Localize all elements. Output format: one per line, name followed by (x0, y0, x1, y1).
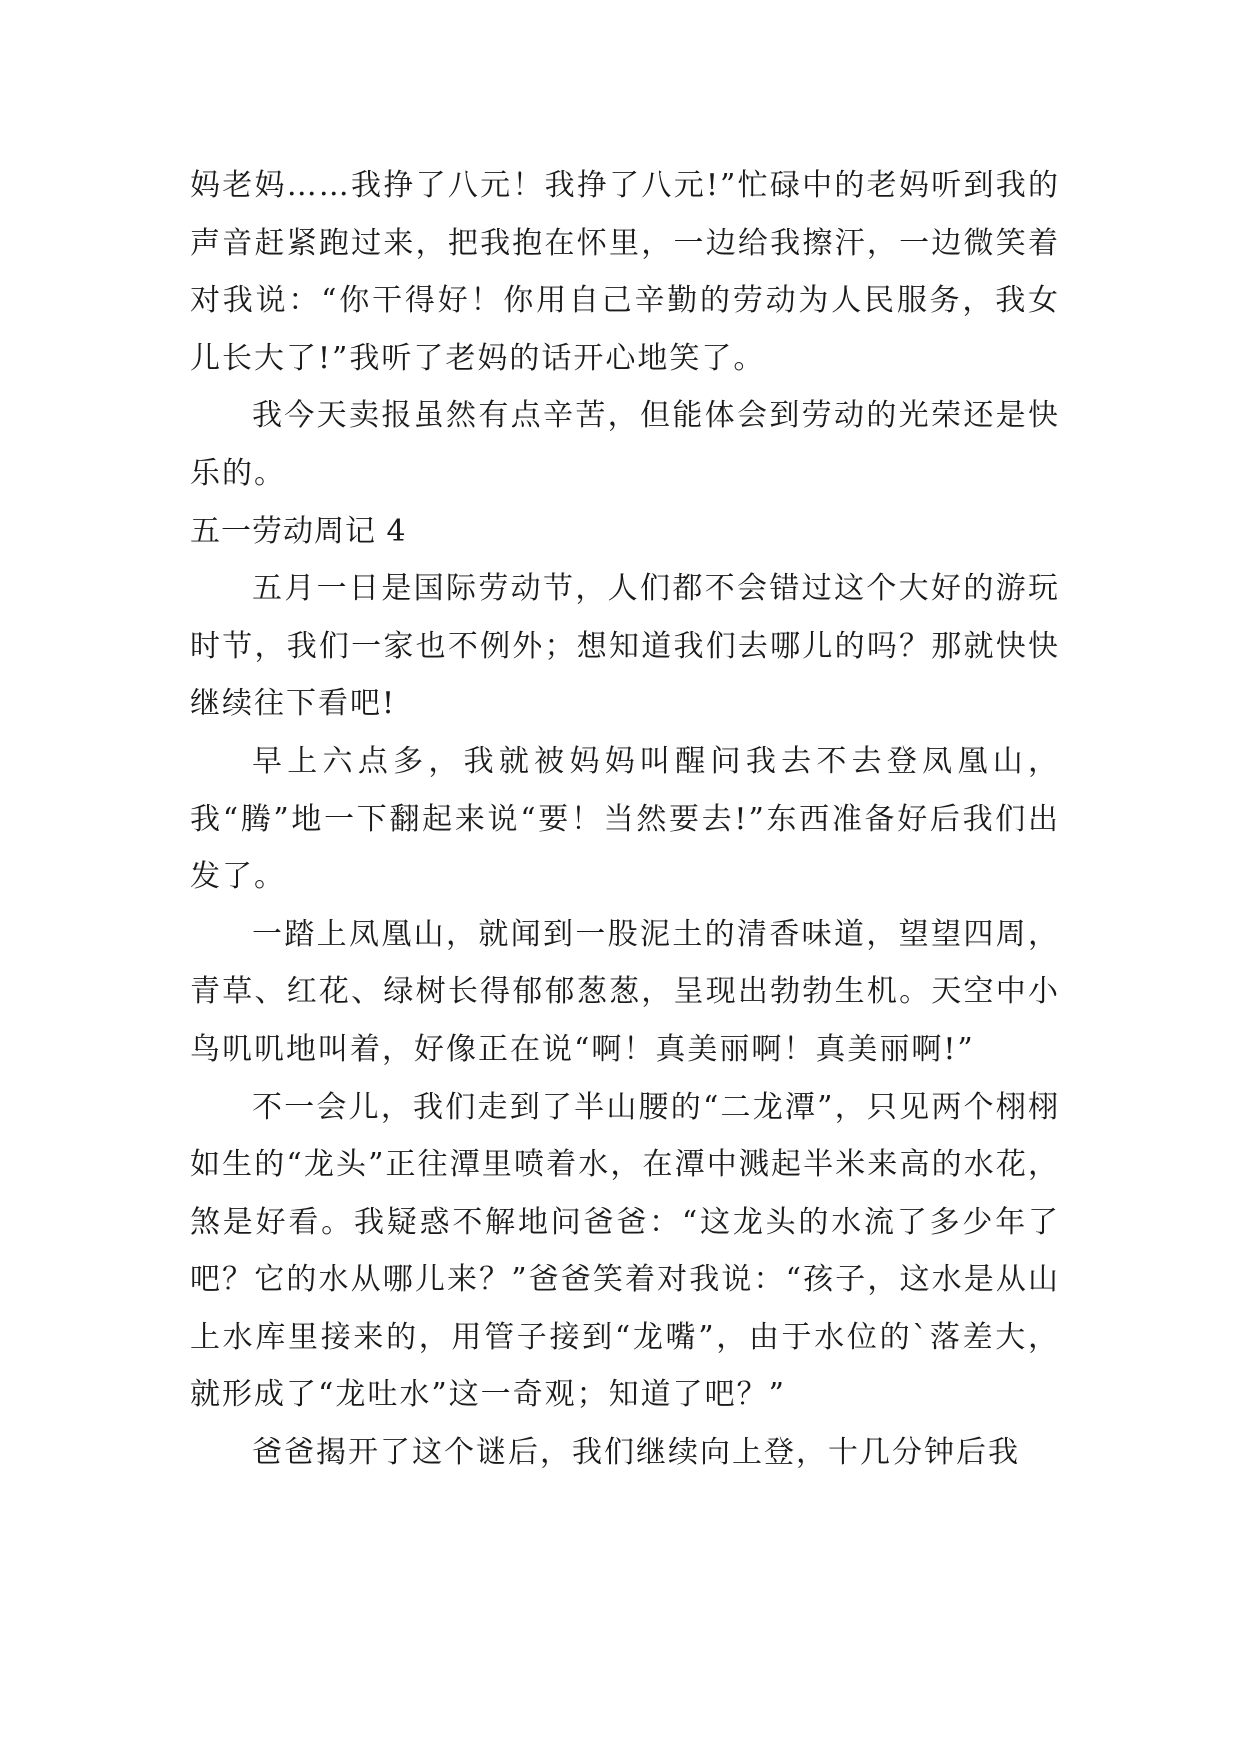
paragraph-conclusion: 我今天卖报虽然有点辛苦，但能体会到劳动的光荣还是快乐的。 (190, 398, 1060, 491)
paragraph-dragon-pool: 不一会儿，我们走到了半山腰的“二龙潭”，只见两个栩栩如生的“龙头”正往潭里喷着水，在潭中溅起半米来高的水花，煞是好看。我疑惑不解地问爸爸：“这龙头的水流了多少年了吧？它的水从哪儿来？”爸爸笑着对我说：“孩子，这水是从山上水库里接来的，用管子接到“龙嘴”，由于水位的`落差大，就形成了“龙吐水”这一奇观；知道了吧？” (190, 1089, 1060, 1413)
paragraph-intro: 五月一日是国际劳动节，人们都不会错过这个大好的游玩时节，我们一家也不例外；想知道我们去哪儿的吗？那就快快继续往下看吧! (190, 571, 1060, 722)
paragraph-mountain: 一踏上凤凰山，就闻到一股泥土的清香味道，望望四周，青草、红花、绿树长得郁郁葱葱，呈现出勃勃生机。天空中小鸟叽叽地叫着，好像正在说“啊！真美丽啊！真美丽啊!” (190, 916, 1060, 1067)
paragraph-continued: 妈老妈……我挣了八元！我挣了八元!”忙碌中的老妈听到我的声音赶紧跑过来，把我抱在怀里，一边给我擦汗，一边微笑着对我说：“你干得好！你用自己辛勤的劳动为人民服务，我女儿长大了!”我听了老妈的话开心地笑了。 (190, 168, 1060, 376)
paragraph-climb: 爸爸揭开了这个谜后，我们继续向上登，十几分钟后我 (252, 1435, 1020, 1471)
paragraph-morning: 早上六点多，我就被妈妈叫醒问我去不去登凤凰山，我“腾”地一下翻起来说“要！当然要去!”东西准备好后我们出发了。 (190, 743, 1060, 895)
document-body (190, 157, 1060, 1482)
section-title: 五一劳动周记 4 (190, 513, 407, 549)
